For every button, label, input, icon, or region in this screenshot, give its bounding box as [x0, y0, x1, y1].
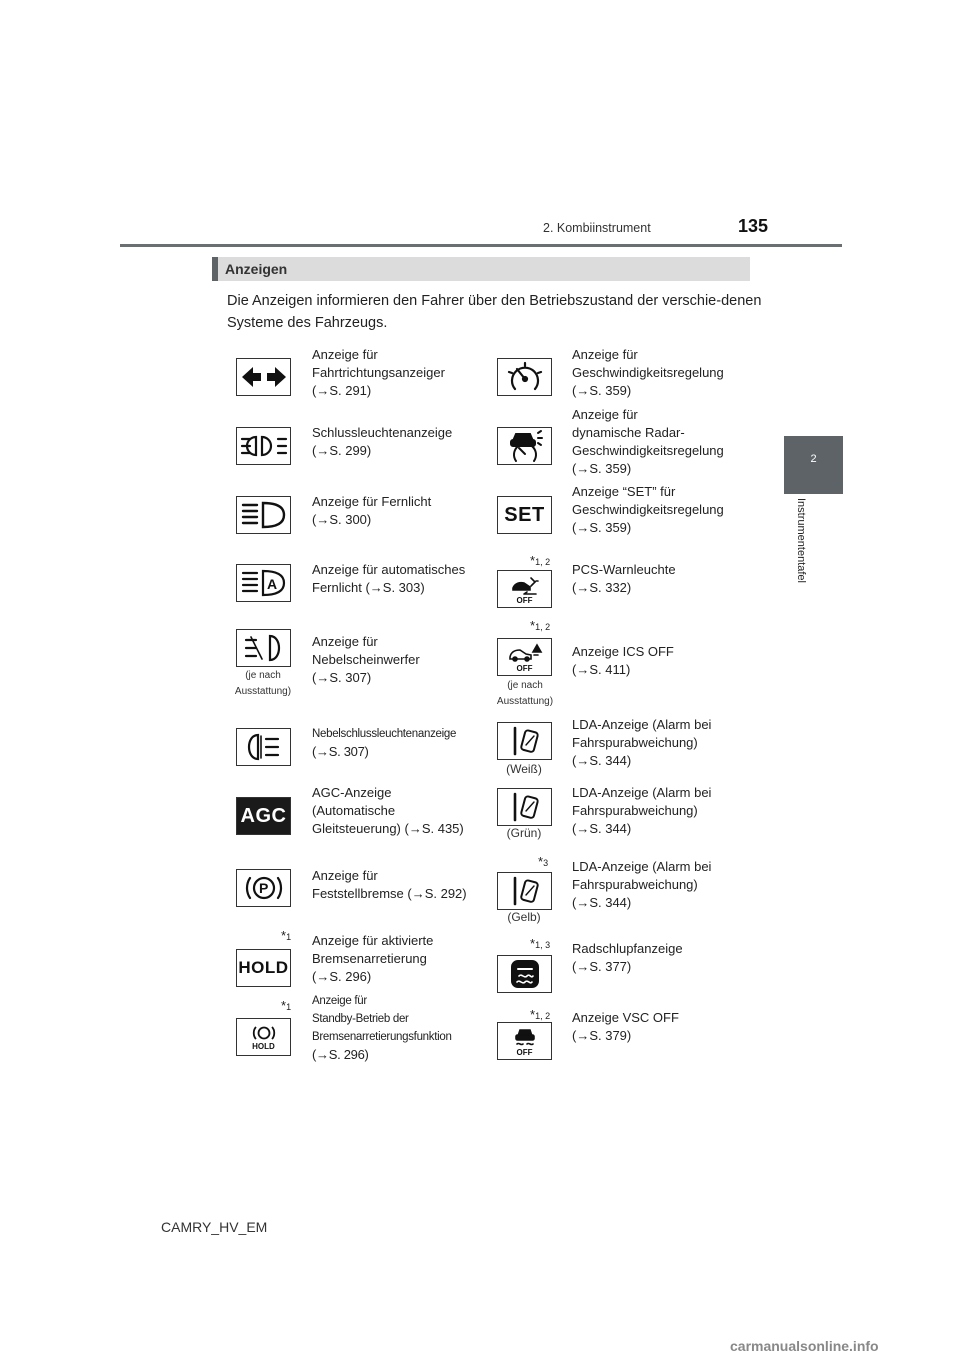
high-beam-icon: [236, 496, 291, 534]
footnote-marker: $*_{1, 2}$: [530, 618, 551, 633]
lda-yellow-icon: [497, 872, 552, 910]
note-ics-availability: (je nach Ausstattung): [496, 680, 554, 707]
lda-white-icon: [497, 722, 552, 760]
running-header-section: 2. Kombiinstrument: [543, 221, 651, 235]
agc-icon: AGC: [236, 797, 291, 835]
footnote-marker: $*_3$: [538, 854, 549, 869]
page-number: 135: [738, 216, 769, 236]
hold-icon: HOLD: [236, 949, 291, 987]
desc-tail-light: Schlussleuchtenanzeige (→S. 299): [312, 425, 453, 458]
desc-agc: AGC-Anzeige (Automatische Gleitsteuerung) (→S. 435): [312, 785, 464, 836]
desc-front-fog: Anzeige für Nebelscheinwerfer (→S. 307): [312, 634, 420, 685]
desc-lda-white: LDA-Anzeige (Alarm bei Fahrspurabweichung) (→S. 344): [572, 717, 712, 768]
chapter-tab: [784, 436, 843, 494]
desc-ics-off: Anzeige ICS OFF (→S. 411): [572, 644, 674, 677]
slip-indicator-icon: [497, 955, 552, 993]
desc-cruise-set: Anzeige “SET” für Geschwindigkeitsregelung (→S. 359): [572, 484, 724, 535]
tail-light-icon: [236, 427, 291, 465]
desc-lda-green: LDA-Anzeige (Alarm bei Fahrspurabweichung) (→S. 344): [572, 785, 712, 836]
note-fog-availability: (je nach Ausstattung): [234, 670, 292, 697]
chapter-tab-label: Instrumententafel: [795, 498, 807, 583]
svg-text:A: A: [266, 576, 277, 592]
desc-auto-high-beam: Anzeige für automatisches Fernlicht (→S. 303): [312, 562, 466, 595]
footnote-marker: $*_1$: [281, 928, 292, 943]
hold-standby-icon: HOLD: [236, 1018, 291, 1056]
section-title: Anzeigen: [225, 261, 288, 277]
cruise-control-icon: [497, 358, 552, 396]
footnote-marker: $*_{1, 3}$: [530, 936, 551, 951]
desc-lda-yellow: LDA-Anzeige (Alarm bei Fahrspurabweichung) (→S. 344): [572, 859, 712, 910]
document-footer: CAMRY_HV_EM: [161, 1219, 268, 1235]
cruise-set-icon: SET: [497, 496, 552, 534]
rear-fog-light-icon: [236, 728, 291, 766]
desc-turn-signal: Anzeige für Fahrtrichtungsanzeiger (→S. 291): [312, 347, 445, 398]
vsc-off-icon: OFF: [497, 1022, 552, 1060]
footnote-marker: $*_1$: [281, 998, 292, 1013]
desc-vsc-off: Anzeige VSC OFF (→S. 379): [572, 1010, 679, 1043]
desc-hold-standby: Anzeige für Standby-Betrieb der Bremsenarretierungsfunktion (→S. 296): [312, 995, 452, 1062]
desc-pcs: PCS-Warnleuchte (→S. 332): [572, 562, 676, 595]
intro-paragraph: Die Anzeigen informieren den Fahrer über den Betriebszustand der verschie-denen Systeme des Fahrzeugs.: [227, 293, 762, 331]
ics-off-icon: OFF: [497, 638, 552, 676]
chapter-tab-number: 2: [810, 453, 817, 465]
lda-color-label: (Weiß): [506, 762, 542, 776]
desc-rear-fog: Nebelschlussleuchtenanzeige (→S. 307): [312, 728, 457, 759]
auto-high-beam-icon: [236, 564, 291, 602]
header-rule: [120, 244, 842, 247]
pcs-warning-icon: OFF: [497, 570, 552, 608]
lda-color-label: (Gelb): [507, 910, 541, 924]
desc-slip: Radschlupfanzeige (→S. 377): [572, 941, 683, 974]
watermark: carmanualsonline.info: [730, 1338, 879, 1354]
footnote-marker: $*_{1, 2}$: [530, 553, 551, 568]
parking-brake-icon: [236, 869, 291, 907]
desc-radar-cruise: Anzeige für dynamische Radar- Geschwindigkeitsregelung (→S. 359): [572, 407, 724, 476]
section-banner: [212, 257, 750, 281]
desc-cruise-control: Anzeige für Geschwindigkeitsregelung (→S. 359): [572, 347, 724, 398]
lda-green-icon: [497, 788, 552, 826]
desc-hold: Anzeige für aktivierte Bremsenarretierung (→S. 296): [312, 933, 434, 984]
front-fog-light-icon: [236, 629, 291, 667]
svg-text:P: P: [258, 880, 268, 896]
turn-signal-icon: [236, 358, 291, 396]
desc-parking-brake: Anzeige für Feststellbremse (→S. 292): [312, 868, 467, 901]
lda-color-label: (Grün): [506, 826, 542, 840]
radar-cruise-icon: [497, 427, 552, 465]
desc-high-beam: Anzeige für Fernlicht (→S. 300): [312, 494, 432, 527]
footnote-marker: $*_{1, 2}$: [530, 1007, 551, 1022]
